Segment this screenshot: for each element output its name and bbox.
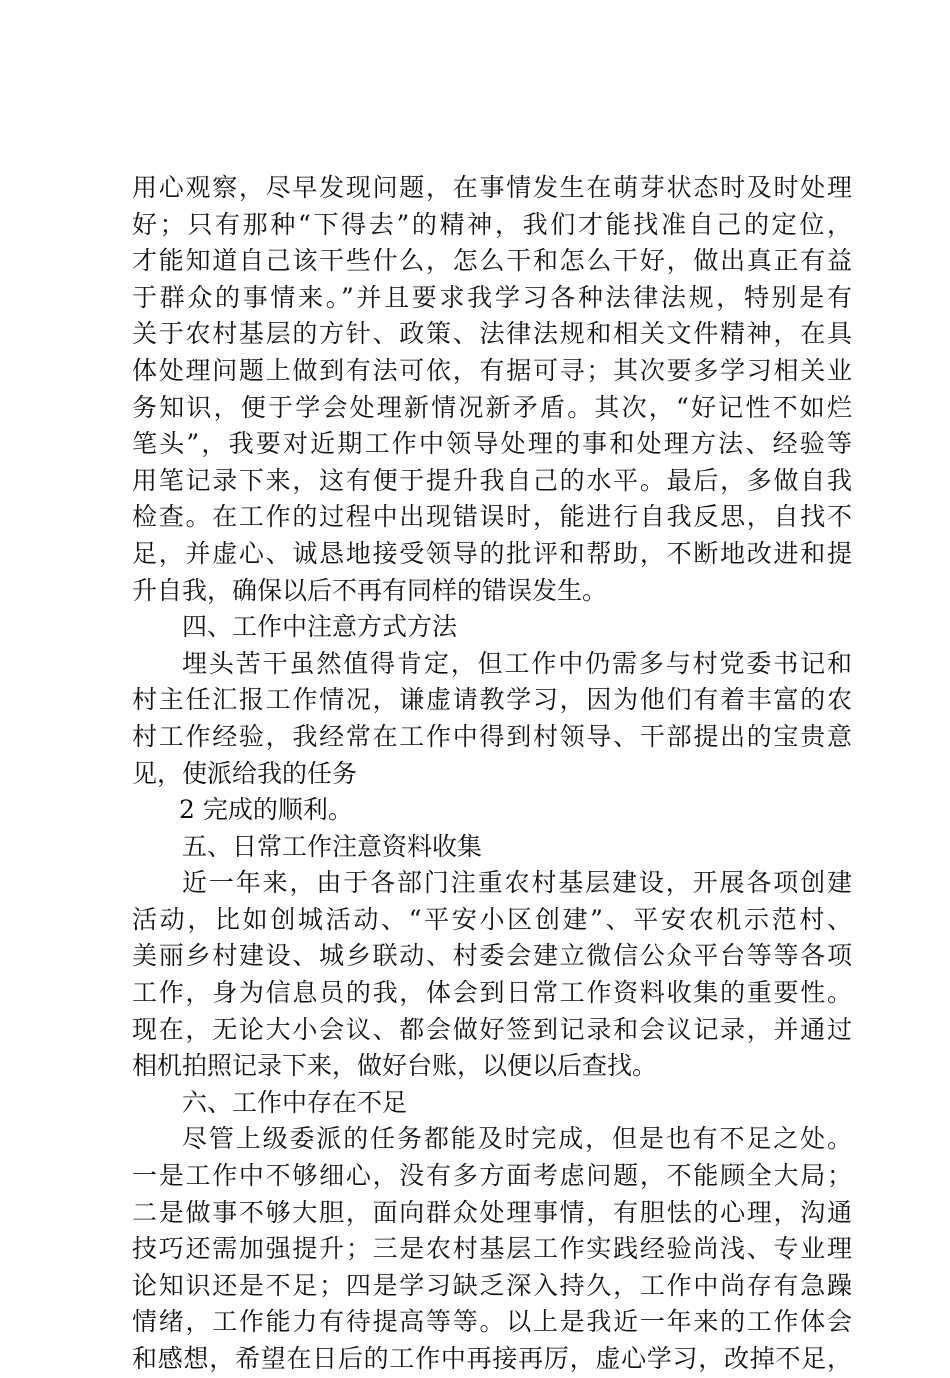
body-line-page-number: 2 完成的顺利。 [179,795,353,825]
document-body [132,170,852,1378]
section-heading-5: 五、日常工作注意资料收集 [182,831,483,861]
body-line: 村主任汇报工作情况，谦虚请教学习，因为他们有着丰富的农 [132,685,852,715]
body-line: 用心观察，尽早发现问题，在事情发生在萌芽状态时及时处理 [132,173,852,202]
body-line: 活动，比如创城活动、“平安小区创建”、平安农机示范村、 [132,904,852,934]
body-line: 于群众的事情来。”并且要求我学习各种法律法规，特别是有 [132,282,852,312]
body-line: 才能知道自己该干些什么，怎么干和怎么干好，做出真正有益 [132,246,852,276]
paragraph-first-line: 埋头苦干虽然值得肯定，但工作中仍需多与村党委书记和 [182,648,852,678]
body-line: 美丽乡村建设、城乡联动、村委会建立微信公众平台等等各项 [132,941,852,971]
section-heading-4: 四、工作中注意方式方法 [182,612,458,642]
body-line: 情绪，工作能力有待提高等等。以上是我近一年来的工作体会 [132,1307,852,1337]
body-line: 一是工作中不够细心，没有多方面考虑问题，不能顾全大局； [132,1161,852,1191]
body-line: 村工作经验，我经常在工作中得到村领导、干部提出的宝贵意 [132,721,852,751]
section-heading-6: 六、工作中存在不足 [182,1087,408,1117]
body-line: 好；只有那种“下得去”的精神，我们才能找准自己的定位， [132,209,852,239]
body-line: 技巧还需加强提升；三是农村基层工作实践经验尚浅、专业理 [132,1234,852,1264]
body-line: 现在，无论大小会议、都会做好签到记录和会议记录，并通过 [132,1014,852,1044]
body-line: 检查。在工作的过程中出现错误时，能进行自我反思，自找不 [132,502,852,532]
body-line: 笔头”，我要对近期工作中领导处理的事和处理方法、经验等 [132,429,852,459]
body-line: 论知识还是不足；四是学习缺乏深入持久，工作中尚存有急躁 [132,1270,852,1300]
body-line: 相机拍照记录下来，做好台账，以便以后查找。 [132,1051,658,1081]
body-line: 用笔记录下来，这有便于提升我自己的水平。最后，多做自我 [132,465,852,495]
body-line: 二是做事不够大胆，面向群众处理事情，有胆怯的心理，沟通 [132,1197,852,1227]
body-line: 和感想，希望在日后的工作中再接再厉，虚心学习，改掉不足， [132,1344,852,1373]
body-line: 工作，身为信息员的我，体会到日常工作资料收集的重要性。 [132,978,852,1008]
body-line: 体处理问题上做到有法可依，有据可寻；其次要多学习相关业 [132,355,852,385]
paragraph-first-line: 尽管上级委派的任务都能及时完成，但是也有不足之处。 [182,1124,852,1154]
body-line: 务知识，便于学会处理新情况新矛盾。其次，“好记性不如烂 [132,392,852,422]
body-line: 关于农村基层的方针、政策、法律法规和相关文件精神，在具 [132,319,852,349]
body-line: 足，并虚心、诚恳地接受领导的批评和帮助，不断地改进和提 [132,538,852,568]
body-line: 升自我，确保以后不再有同样的错误发生。 [132,575,608,605]
paragraph-first-line: 近一年来，由于各部门注重农村基层建设，开展各项创建 [182,868,852,898]
body-line: 见，使派给我的任务 [132,758,358,788]
